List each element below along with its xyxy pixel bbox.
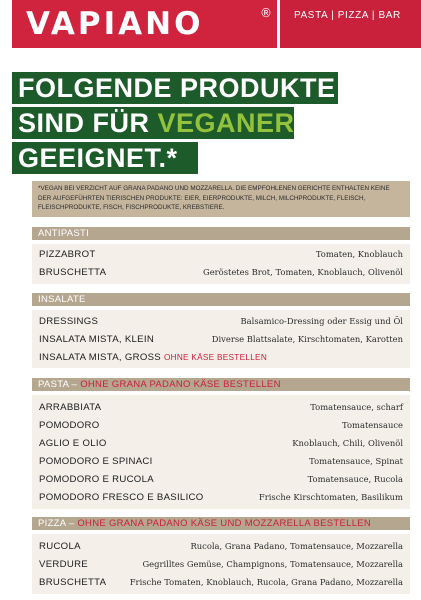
item-description: Gegrilltes Gemüse, Champignons, Tomatensauce, Mozzarella <box>142 559 403 569</box>
registered-mark: ® <box>260 6 272 20</box>
section-header-pizza <box>32 517 410 530</box>
item-description: Frische Tomaten, Knoblauch, Rucola, Grana Padano, Mozzarella <box>129 577 403 587</box>
menu-item <box>32 399 410 416</box>
item-order-note: OHNE KÄSE BESTELLEN <box>163 353 268 362</box>
item-name: VERDURE <box>39 559 89 570</box>
section-insalate <box>32 310 410 368</box>
section-title: ANTIPASTI <box>38 228 90 239</box>
item-description: Tomatensauce, scharf <box>310 402 403 412</box>
section-title: INSALATE <box>38 294 86 305</box>
category-nav <box>280 0 421 48</box>
section-pasta <box>32 395 410 509</box>
menu-item <box>32 331 410 348</box>
item-description: Tomatensauce <box>342 420 403 430</box>
item-description: Tomatensauce, Spinat <box>309 456 403 466</box>
menu-item <box>32 246 410 263</box>
menu-item <box>32 574 410 591</box>
item-description: Frische Kirschtomaten, Basilikum <box>258 492 403 502</box>
item-name: PIZZABROT <box>39 249 96 260</box>
item-name: BRUSCHETTA <box>39 577 107 588</box>
menu-item <box>32 349 410 366</box>
section-header-pasta <box>32 378 410 391</box>
item-description: Geröstetes Brot, Tomaten, Knoblauch, Olivenöl <box>203 267 403 277</box>
headline-line-1: FOLGENDE PRODUKTE <box>12 72 338 104</box>
section-title: PIZZA – <box>38 518 78 529</box>
menu-item <box>32 489 410 506</box>
menu-item <box>32 538 410 555</box>
category-nav-text: PASTA | PIZZA | BAR <box>294 10 401 21</box>
item-description: Tomaten, Knoblauch <box>315 249 403 259</box>
section-pizza <box>32 534 410 594</box>
menu-item <box>32 471 410 488</box>
item-description: Diverse Blattsalate, Kirschtomaten, Karotten <box>211 334 403 344</box>
menu-item <box>32 435 410 452</box>
item-description: Tomatensauce, Rucola <box>307 474 403 484</box>
headline-accent-veganer: VEGANER <box>157 108 295 138</box>
section-antipasti <box>32 244 410 284</box>
item-name: AGLIO E OLIO <box>39 438 107 449</box>
item-name: RUCOLA <box>39 541 81 552</box>
section-warning: OHNE GRANA PADANO KÄSE BESTELLEN <box>80 379 281 390</box>
menu-item <box>32 453 410 470</box>
menu-item <box>32 264 410 281</box>
item-name: DRESSINGS <box>39 316 99 327</box>
item-name: BRUSCHETTA <box>39 267 107 278</box>
vapiano-logo: VAPIANO <box>26 6 204 42</box>
menu-item <box>32 313 410 330</box>
item-name: POMODORO E RUCOLA <box>39 474 154 485</box>
section-header-insalate <box>32 293 410 306</box>
item-name-text: INSALATA MISTA, GROSS <box>39 352 164 363</box>
item-description: Balsamico-Dressing oder Essig und Öl <box>240 316 403 326</box>
item-description: Rucola, Grana Padano, Tomatensauce, Mozzarella <box>190 541 403 551</box>
item-name: ARRABBIATA <box>39 402 102 413</box>
logo-block <box>12 0 277 48</box>
headline-line-3: GEEIGNET.* <box>12 142 198 174</box>
item-name: POMODORO E SPINACI <box>39 456 153 467</box>
menu-item <box>32 417 410 434</box>
item-name: POMODORO FRESCO E BASILICO <box>39 492 204 503</box>
section-title: PASTA – <box>38 379 81 390</box>
header <box>0 0 421 48</box>
item-description: Knoblauch, Chili, Olivenöl <box>292 438 403 448</box>
item-name: POMODORO <box>39 420 100 431</box>
headline-line-2 <box>12 107 294 139</box>
menu-item <box>32 556 410 573</box>
vegan-footnote: *VEGAN BEI VERZICHT AUF GRANA PADANO UND MOZZARELLA. DIE EMPFOHLENEN GERICHTE ENTHALTEN KEINE DER AUFGEFÜHRTEN TIERISCHEN PRODUKTE: EIER, EIERPRODUKTE, MILCH, MILCHPRODUKTE, FLEISCH, FLEISCHPRODUKTE, FISCH, FISCHPRODUKTE, KREBSTIERE. <box>32 181 410 217</box>
item-name: INSALATA MISTA, KLEIN <box>39 334 155 345</box>
item-name <box>39 351 267 364</box>
section-header-antipasti <box>32 227 410 240</box>
section-warning: OHNE GRANA PADANO KÄSE UND MOZZARELLA BESTELLEN <box>77 518 372 529</box>
headline-line-2-prefix: SIND FÜR <box>18 108 158 138</box>
